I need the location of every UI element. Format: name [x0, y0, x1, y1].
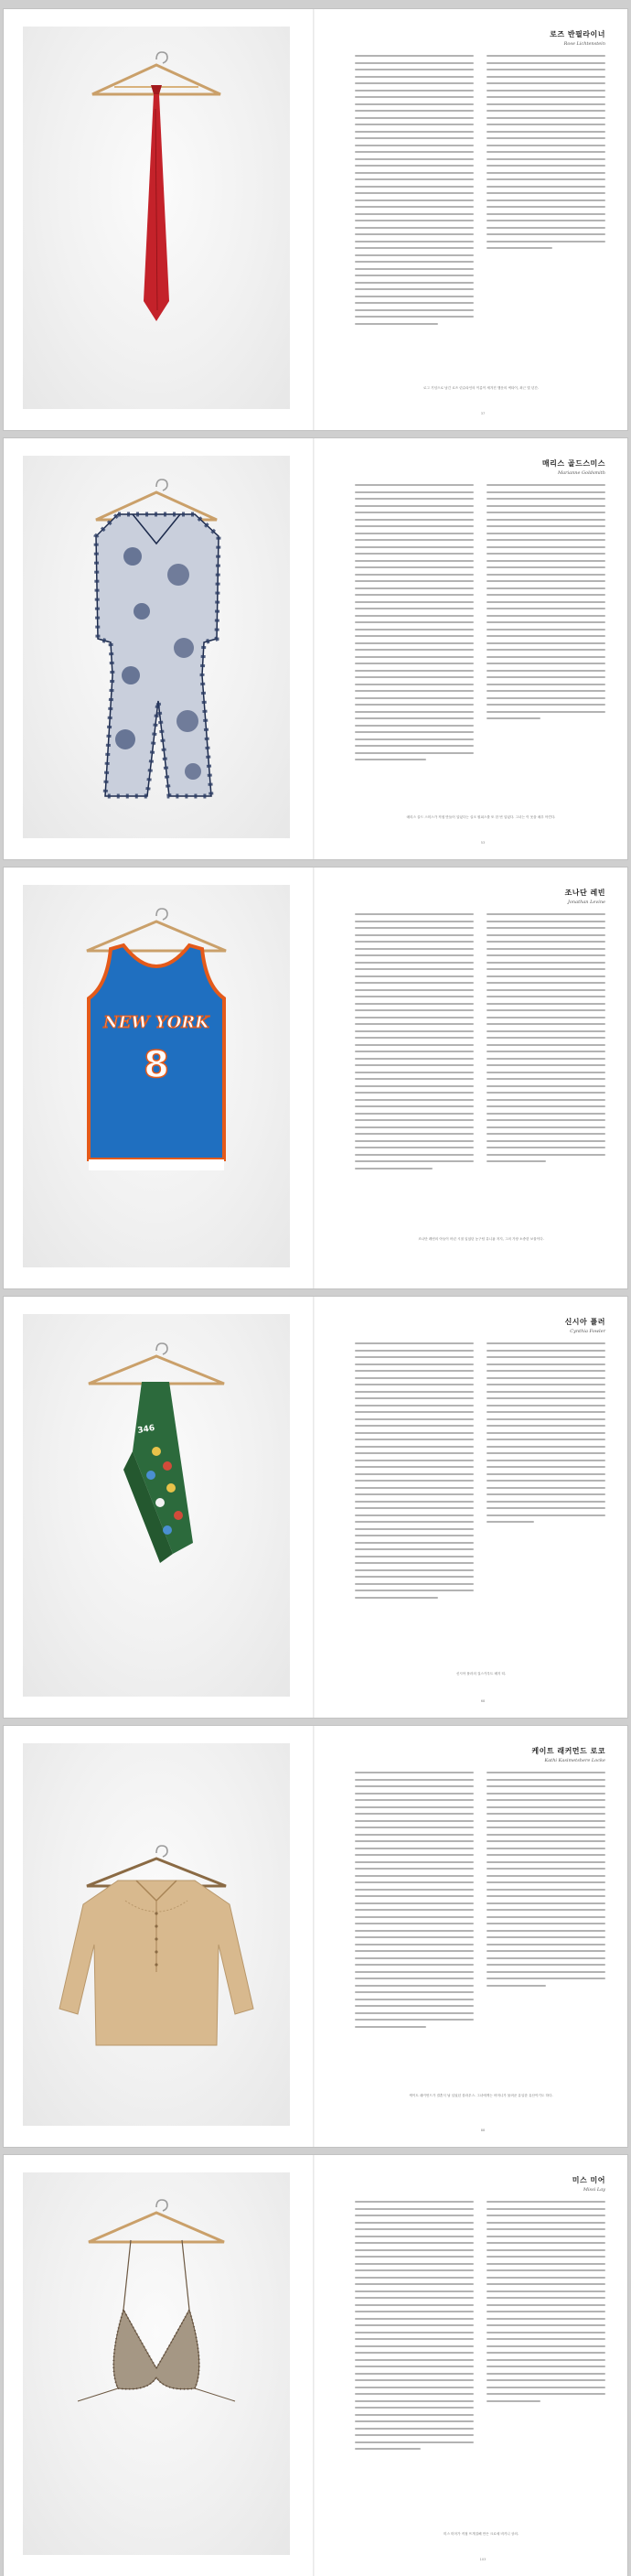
book-spread	[4, 1297, 627, 1718]
photo-caption: 신시아 플러의 걸스카우트 배지 띠.	[455, 1672, 507, 1676]
photo-caption: 로그 기념으로 남긴 로즈 린슈타인의 이름이 새겨진 행운의 넥타이, 최근 몇 년간.	[423, 386, 539, 390]
svg-text:346: 346	[136, 1423, 156, 1436]
svg-text:NEW YORK: NEW YORK	[103, 1013, 209, 1032]
page-number: 103	[479, 2558, 487, 2561]
garment-photo	[23, 456, 290, 838]
page-number: 37	[480, 412, 486, 415]
book-gutter	[313, 1726, 315, 2147]
text-column-left	[355, 55, 474, 329]
text-column-right	[487, 1772, 605, 1991]
hanger-with-sash-image	[23, 1314, 290, 1697]
name-korean: 신시아 플러	[564, 1318, 605, 1326]
text-column-left	[355, 1342, 474, 1603]
book-spread	[4, 868, 627, 1288]
name-english: Kathi Kasimetshere Locke	[544, 1758, 605, 1763]
name-korean: 케이트 래커먼드 로코	[531, 1747, 605, 1755]
photo-caption: 조나단 레빈의 아들이 어린 시절 입었던 농구팀 유니폼 저지, 그의 가장 소중한 보물이다.	[418, 1237, 544, 1241]
garment-photo	[23, 1314, 290, 1697]
name-english: Marianne Goldsmith	[558, 470, 605, 476]
person-title	[542, 458, 605, 476]
hanger-with-tie-image	[23, 27, 290, 409]
text-column-left	[355, 2201, 474, 2455]
page-number: 68	[480, 1699, 486, 1703]
book-spread	[4, 438, 627, 859]
garment-photo	[23, 885, 290, 1267]
name-english: Jonathan Levine	[567, 900, 605, 905]
garment-photo	[23, 1743, 290, 2126]
name-english: Missi Lay	[583, 2187, 605, 2193]
name-english: Cynthia Fowler	[570, 1329, 605, 1334]
book-gutter	[313, 438, 315, 859]
name-korean: 매리스 골드스미스	[541, 459, 605, 468]
text-column-right	[487, 913, 605, 1168]
text-column-right	[487, 2201, 605, 2407]
hanger-with-jersey-image	[23, 885, 290, 1267]
garment-photo	[23, 27, 290, 409]
name-korean: 미스 미어	[572, 2176, 605, 2184]
text-column-right	[487, 1342, 605, 1528]
book-gutter	[313, 1297, 315, 1718]
page-number: 53	[480, 841, 486, 845]
text-column-right	[487, 484, 605, 725]
book-gutter	[313, 9, 315, 430]
person-title	[565, 1317, 605, 1334]
text-column-right	[487, 55, 605, 254]
book-spread	[4, 1726, 627, 2147]
book-gutter	[313, 2155, 315, 2576]
person-title	[565, 888, 605, 905]
hanger-with-blouse-image	[23, 1743, 290, 2126]
book-spread	[4, 2155, 627, 2576]
name-english: Rose Lichtenstein	[563, 41, 605, 47]
person-title	[531, 1746, 605, 1763]
text-column-left	[355, 1772, 474, 2032]
garment-photo	[23, 2172, 290, 2555]
page-number: 88	[480, 2129, 486, 2132]
text-column-left	[355, 913, 474, 1174]
book-gutter	[313, 868, 315, 1288]
person-title	[550, 29, 605, 47]
svg-text:8: 8	[144, 1044, 169, 1086]
name-korean: 조나단 레빈	[564, 889, 605, 897]
person-title	[572, 2175, 605, 2193]
photo-caption: 매리스 골드 스미스가 직접 만들어 입었다는 실크 원피스를 또 한 번 입었다. 그녀는 이 옷을 매우 아낀다.	[406, 815, 556, 819]
book-spread	[4, 9, 627, 430]
photo-caption: 미스 미어가 직접 뜨개질해 만든 크로셰 비키니 상의.	[443, 2532, 519, 2536]
hanger-with-jumpsuit-image	[23, 456, 290, 838]
text-column-left	[355, 484, 474, 766]
hanger-with-bikini-image	[23, 2172, 290, 2555]
photo-caption: 케이트 래커먼드가 결혼식 날 입었던 블라우스. 그녀에게는 어머니가 물려준 유일한 유산이기도 하다.	[409, 2094, 553, 2097]
name-korean: 로즈 반필라이너	[550, 30, 605, 38]
